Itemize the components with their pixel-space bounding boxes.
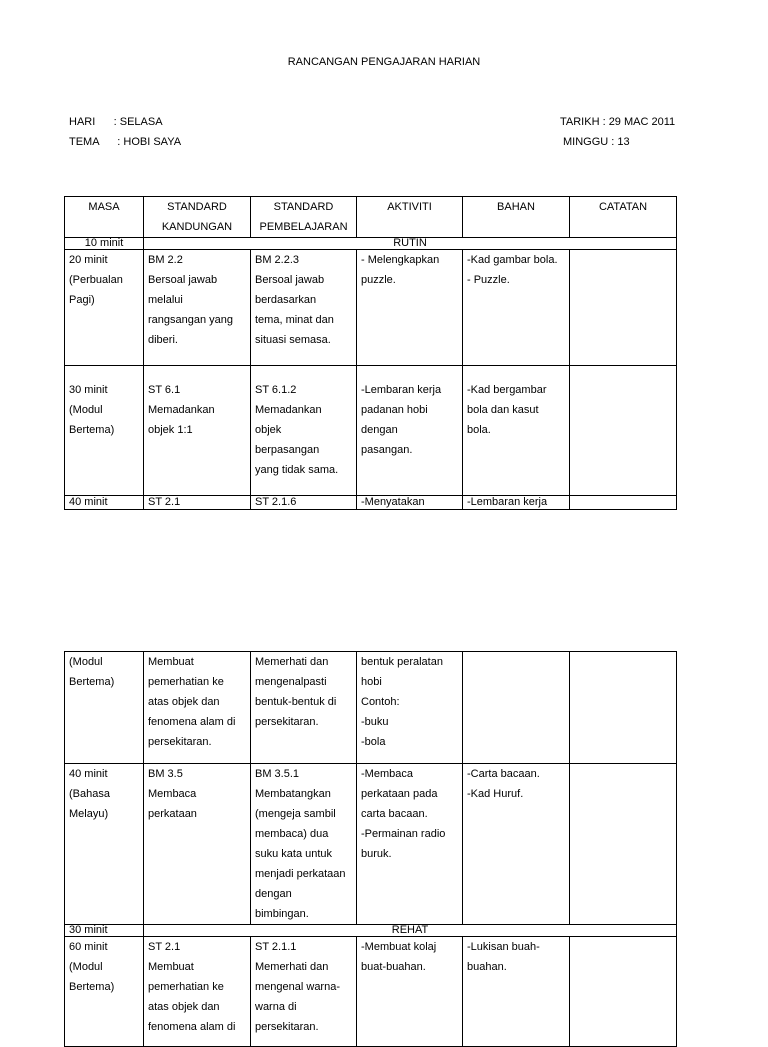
cell-bahan: -Kad gambar bola. - Puzzle.: [463, 250, 570, 366]
cell-kandungan: BM 2.2 Bersoal jawab melalui rangsangan yang diberi.: [144, 250, 251, 366]
tarikh-field: TARIKH : 29 MAC 2011: [560, 116, 676, 128]
cell-catatan: [570, 496, 677, 510]
cell-masa: (Modul Bertema): [65, 652, 144, 764]
document-title: RANCANGAN PENGAJARAN HARIAN: [287, 56, 481, 68]
tema-field: TEMA : HOBI SAYA: [69, 136, 182, 148]
cell-masa: 20 minit (Perbualan Pagi): [65, 250, 144, 366]
cell-bahan: -Lembaran kerja: [463, 496, 570, 510]
rehat-label: REHAT: [144, 925, 677, 937]
cell-kandungan: BM 3.5 Membaca perkataan: [144, 764, 251, 925]
cell-kandungan: ST 6.1 Memadankan objek 1:1: [144, 366, 251, 496]
header-standard-kandungan: STANDARD KANDUNGAN: [144, 197, 251, 238]
lesson-plan-table-1: [64, 196, 677, 510]
cell-bahan: -Carta bacaan. -Kad Huruf.: [463, 764, 570, 925]
rutin-row: [65, 238, 677, 250]
header-catatan: CATATAN: [570, 197, 677, 238]
cell-bahan: -Kad bergambar bola dan kasut bola.: [463, 366, 570, 496]
header-row: [65, 197, 677, 238]
cell-kandungan: ST 2.1: [144, 496, 251, 510]
rutin-masa: 10 minit: [65, 238, 144, 250]
table-row: [65, 250, 677, 366]
cell-pembelajaran: ST 6.1.2 Memadankan objek berpasangan yang tidak sama.: [251, 366, 357, 496]
minggu-field: MINGGU : 13: [563, 136, 630, 148]
cell-aktiviti: - Melengkapkan puzzle.: [357, 250, 463, 366]
cell-aktiviti: bentuk peralatan hobi Contoh: -buku -bola: [357, 652, 463, 764]
header-aktiviti: AKTIVITI: [357, 197, 463, 238]
rehat-row: [65, 925, 677, 937]
lesson-plan-table-2: [64, 651, 677, 1047]
cell-aktiviti: -Membaca perkataan pada carta bacaan. -Permainan radio buruk.: [357, 764, 463, 925]
cell-catatan: [570, 366, 677, 496]
cell-masa: 30 minit (Modul Bertema): [65, 366, 144, 496]
hari-field: HARI : SELASA: [69, 116, 163, 128]
cell-aktiviti: -Menyatakan: [357, 496, 463, 510]
table-row: [65, 496, 677, 510]
cell-kandungan: Membuat pemerhatian ke atas objek dan fenomena alam di persekitaran.: [144, 652, 251, 764]
cell-catatan: [570, 937, 677, 1047]
cell-pembelajaran: BM 2.2.3 Bersoal jawab berdasarkan tema, minat dan situasi semasa.: [251, 250, 357, 366]
cell-aktiviti: -Lembaran kerja padanan hobi dengan pasangan.: [357, 366, 463, 496]
cell-aktiviti: -Membuat kolaj buat-buahan.: [357, 937, 463, 1047]
table-row: [65, 937, 677, 1047]
cell-pembelajaran: ST 2.1.1 Memerhati dan mengenal warna- warna di persekitaran.: [251, 937, 357, 1047]
header-bahan: BAHAN: [463, 197, 570, 238]
cell-pembelajaran: ST 2.1.6: [251, 496, 357, 510]
cell-bahan: [463, 652, 570, 764]
rutin-label: RUTIN: [144, 238, 677, 250]
cell-catatan: [570, 764, 677, 925]
cell-masa: 60 minit (Modul Bertema): [65, 937, 144, 1047]
cell-pembelajaran: BM 3.5.1 Membatangkan (mengeja sambil membaca) dua suku kata untuk menjadi perkataan dengan bimbingan.: [251, 764, 357, 925]
cell-bahan: -Lukisan buah- buahan.: [463, 937, 570, 1047]
cell-masa: 40 minit (Bahasa Melayu): [65, 764, 144, 925]
cell-catatan: [570, 250, 677, 366]
table-row: [65, 652, 677, 764]
cell-pembelajaran: Memerhati dan mengenalpasti bentuk-bentuk di persekitaran.: [251, 652, 357, 764]
rehat-masa: 30 minit: [65, 925, 144, 937]
cell-catatan: [570, 652, 677, 764]
table-row: [65, 764, 677, 925]
header-masa: MASA: [65, 197, 144, 238]
header-standard-pembelajaran: STANDARD PEMBELAJARAN: [251, 197, 357, 238]
table-row: [65, 366, 677, 496]
cell-kandungan: ST 2.1 Membuat pemerhatian ke atas objek dan fenomena alam di: [144, 937, 251, 1047]
cell-masa: 40 minit: [65, 496, 144, 510]
